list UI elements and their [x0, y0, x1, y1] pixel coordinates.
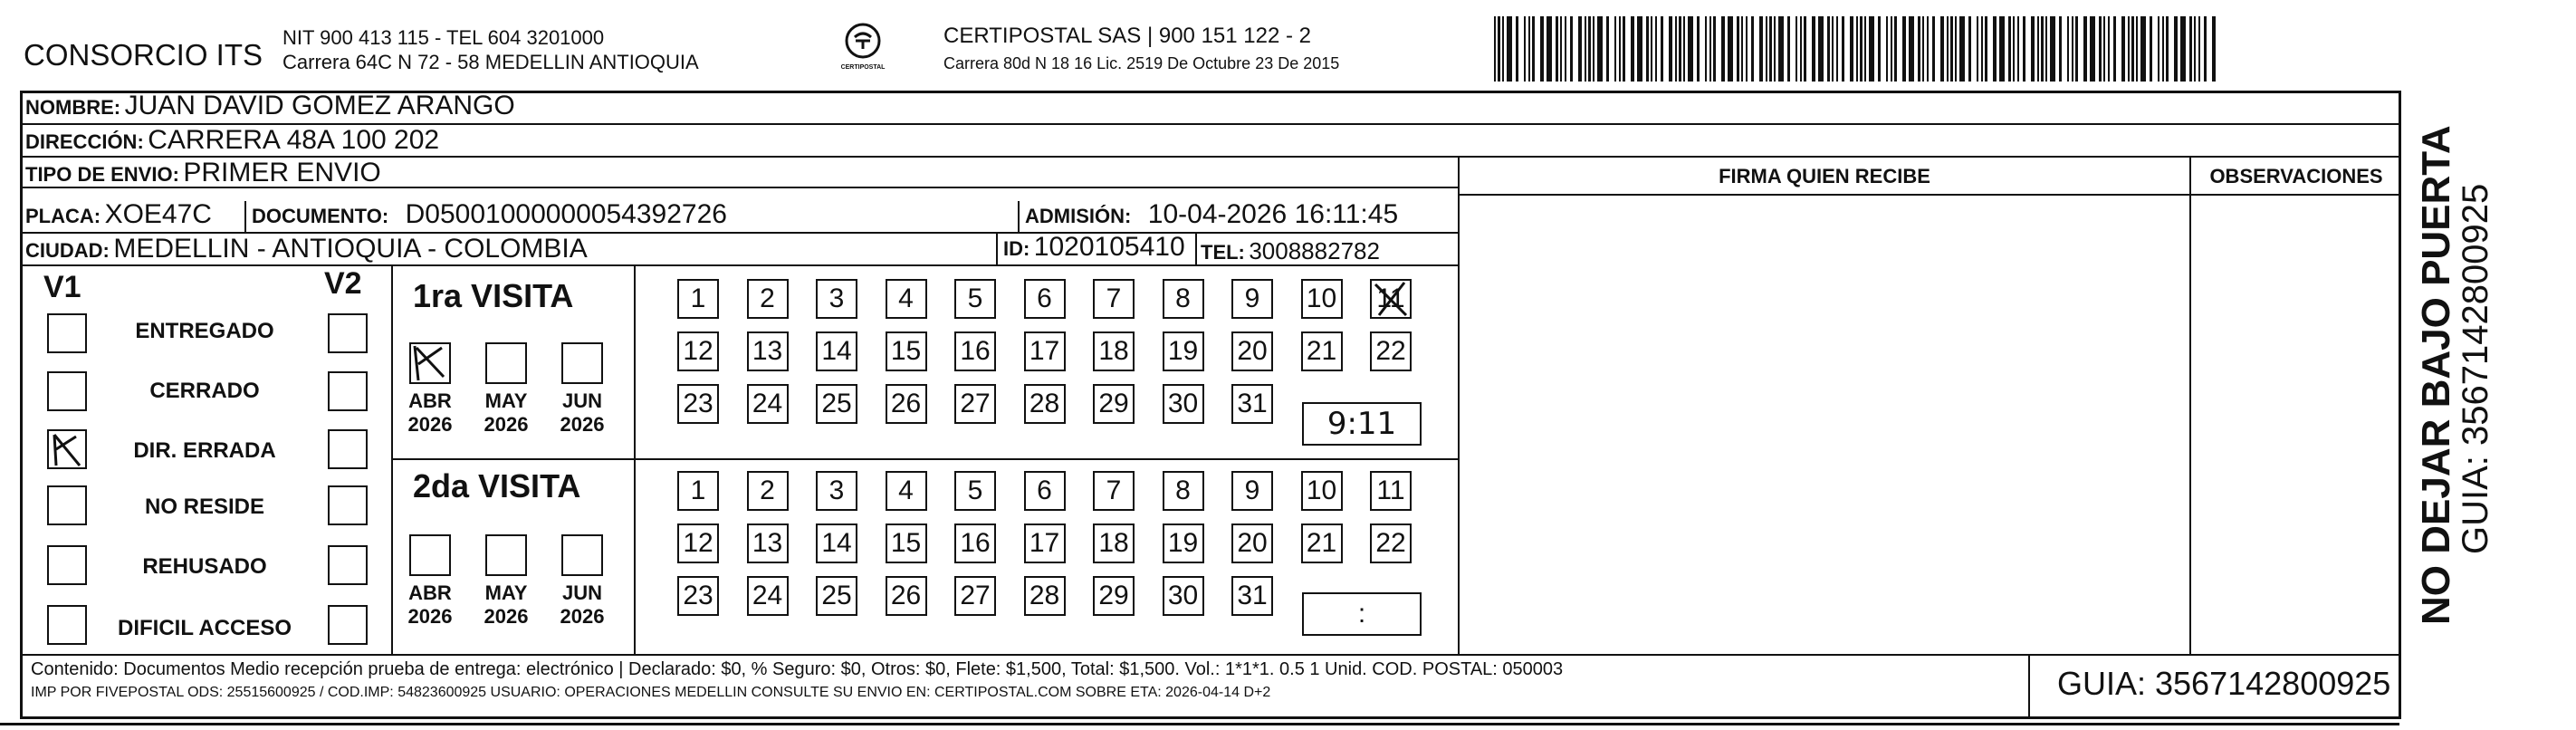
barcode-bar [1800, 16, 1802, 82]
barcode-bar [1585, 16, 1586, 82]
barcode-bar [1614, 16, 1616, 82]
visit1-day-16[interactable]: 16 [954, 331, 996, 371]
barcode-bar [1827, 16, 1830, 82]
id-label: ID: [1003, 237, 1030, 260]
barcode-bar [1565, 16, 1566, 82]
certipostal-address: Carrera 80d N 18 16 Lic. 2519 De Octubre 23 De 2015 [943, 54, 1340, 72]
visit2-day-10[interactable]: 10 [1301, 471, 1343, 511]
tipo-envio-field [25, 158, 381, 188]
documento-field [252, 199, 727, 230]
visit1-day-30[interactable]: 30 [1163, 384, 1204, 424]
visit2-day-4[interactable]: 4 [886, 471, 927, 511]
barcode-bar [1927, 16, 1929, 82]
tipo-envio-value: PRIMER ENVIO [183, 158, 381, 187]
barcode-bar [1850, 16, 1853, 82]
visit1-day-1[interactable]: 1 [677, 279, 719, 319]
visit2-day-21[interactable]: 21 [1301, 523, 1343, 563]
barcode-bar [1741, 16, 1743, 82]
certipostal-info [943, 24, 1339, 73]
ciudad-value: MEDELLIN - ANTIOQUIA - COLOMBIA [113, 234, 588, 264]
v2-checkbox-rehusado[interactable] [328, 545, 368, 585]
barcode-bar [1688, 16, 1693, 82]
barcode-bar [1528, 16, 1530, 82]
visit1-month-abr-box[interactable] [409, 342, 451, 384]
visit1-day-2[interactable]: 2 [747, 279, 789, 319]
visit1-day-9[interactable]: 9 [1231, 279, 1273, 319]
barcode-bar [1606, 16, 1609, 82]
barcode-bar [2031, 16, 2035, 82]
barcode-bar [1787, 16, 1790, 82]
check-mark-icon [49, 431, 85, 467]
visit2-day-28[interactable]: 28 [1024, 576, 1066, 616]
visit2-day-29[interactable]: 29 [1093, 576, 1135, 616]
company-nit-tel: NIT 900 413 115 - TEL 604 3201000 [282, 26, 605, 49]
barcode-bar [2067, 16, 2069, 82]
barcode-bar [1675, 16, 1677, 82]
direccion-value: CARRERA 48A 100 202 [148, 125, 440, 155]
visit1-day-8[interactable]: 8 [1163, 279, 1204, 319]
barcode-bar [1918, 16, 1920, 82]
barcode-bar [1532, 16, 1535, 82]
barcode-bar [2090, 16, 2095, 82]
barcode-bar [1947, 16, 1949, 82]
company-address: Carrera 64C N 72 - 58 MEDELLIN ANTIOQUIA [282, 51, 699, 73]
visit1-day-25[interactable]: 25 [816, 384, 857, 424]
barcode-bar [1593, 16, 1594, 82]
barcode-bar [2008, 16, 2011, 82]
barcode-bar [1588, 16, 1591, 82]
v1-checkbox-entregado[interactable] [47, 313, 87, 353]
status-label-rehusado: REHUSADO [142, 554, 267, 579]
barcode-bar [1894, 16, 1897, 82]
barcode-bar [1869, 16, 1874, 82]
visit1-time-box[interactable] [1302, 402, 1422, 446]
divider [1460, 194, 2401, 196]
visit1-day-14[interactable]: 14 [816, 331, 857, 371]
visit2-day-2[interactable]: 2 [747, 471, 789, 511]
barcode-bar [1560, 16, 1562, 82]
barcode-bar [1507, 16, 1512, 82]
barcode-bar [1494, 16, 1496, 82]
barcode-bar [1728, 16, 1733, 82]
barcode-bar [1524, 16, 1526, 82]
v2-header: V2 [324, 266, 362, 301]
barcode-bar [1556, 16, 1558, 82]
barcode-bar [1932, 16, 1935, 82]
barcode-bar [1623, 16, 1625, 82]
barcode-bar [2045, 16, 2047, 82]
visit2-day-11[interactable]: 11 [1370, 471, 1412, 511]
tipo-envio-label: TIPO DE ENVIO: [25, 163, 179, 186]
ciudad-field [25, 234, 588, 264]
visit2-day-15[interactable]: 15 [886, 523, 927, 563]
barcode-bar [2174, 16, 2178, 82]
barcode-bar [1985, 16, 1987, 82]
barcode-bar [2140, 16, 2146, 82]
divider [244, 201, 246, 234]
visit2-month-may-label: MAY 2026 [484, 581, 529, 628]
side-warning: NO DEJAR BAJO PUERTA [2414, 125, 2458, 625]
visit1-day-label: 11 [1376, 283, 1405, 313]
admision-value: 10-04-2026 16:11:45 [1147, 199, 1399, 229]
visit2-day-3[interactable]: 3 [816, 471, 857, 511]
v1-checkbox-rehusado[interactable] [47, 545, 87, 585]
visit2-day-13[interactable]: 13 [747, 523, 789, 563]
divider [391, 266, 393, 654]
barcode-bar [1968, 16, 1971, 82]
barcode-bar [2050, 16, 2055, 82]
divider [20, 654, 2401, 656]
firma-header: FIRMA QUIEN RECIBE [1719, 165, 1930, 187]
certipostal-logo [831, 22, 895, 71]
visit1-day-23[interactable]: 23 [677, 384, 719, 424]
visit2-day-20[interactable]: 20 [1231, 523, 1273, 563]
admision-field [1025, 199, 1398, 230]
logo-caption: CERTIPOSTAL [840, 64, 886, 71]
barcode-bar [1713, 16, 1716, 82]
visit2-day-18[interactable]: 18 [1093, 523, 1135, 563]
visit1-day-31[interactable]: 31 [1231, 384, 1273, 424]
barcode-bar [1812, 16, 1815, 82]
barcode-bar [2108, 16, 2110, 82]
ciudad-label: CIUDAD: [25, 239, 110, 262]
visit2-day-9[interactable]: 9 [1231, 471, 1273, 511]
certipostal-logo-icon [844, 22, 882, 60]
barcode-bar [1516, 16, 1518, 82]
barcode-bar [2072, 16, 2073, 82]
barcode-bar [1981, 16, 1983, 82]
barcode-bar [2180, 16, 2186, 82]
v1-checkbox-dir-errada[interactable] [47, 429, 87, 469]
barcode-bar [1940, 16, 1944, 82]
visit2-month-may-box[interactable] [485, 534, 527, 576]
visit2-day-14[interactable]: 14 [816, 523, 857, 563]
side-guia: GUIA: 3567142800925 [2456, 183, 2495, 554]
barcode-bar [1570, 16, 1573, 82]
barcode-bar [1766, 16, 1767, 82]
barcode-bar [1842, 16, 1844, 82]
barcode-bar [2037, 16, 2039, 82]
barcode-bar [1697, 16, 1700, 82]
nombre-value: JUAN DAVID GOMEZ ARANGO [124, 91, 515, 120]
visit1-day-29[interactable]: 29 [1093, 384, 1135, 424]
visit1-month-may-box[interactable] [485, 342, 527, 384]
barcode-bar [1655, 16, 1657, 82]
visit1-day-21[interactable]: 21 [1301, 331, 1343, 371]
observaciones-header: OBSERVACIONES [2209, 165, 2383, 187]
visit1-day-19[interactable]: 19 [1163, 331, 1204, 371]
barcode-bar [1578, 16, 1582, 82]
v2-checkbox-dir-errada[interactable] [328, 429, 368, 469]
status-label-no-reside: NO RESIDE [144, 495, 265, 519]
visit1-day-3[interactable]: 3 [816, 279, 857, 319]
divider [1458, 156, 1460, 654]
barcode-bar [1619, 16, 1621, 82]
visit2-day-7[interactable]: 7 [1093, 471, 1135, 511]
id-value: 1020105410 [1033, 232, 1185, 262]
visit1-day-27[interactable]: 27 [954, 384, 996, 424]
barcode-bar [1498, 16, 1500, 82]
barcode-bar [2166, 16, 2169, 82]
visit1-day-11[interactable] [1370, 279, 1412, 319]
barcode-bar [1832, 16, 1834, 82]
barcode-bar [2113, 16, 2116, 82]
visit1-month-abr-label: ABR 2026 [407, 389, 453, 436]
visit2-day-8[interactable]: 8 [1163, 471, 1204, 511]
visit2-month-abr-box[interactable] [409, 534, 451, 576]
tel-value: 3008882782 [1249, 237, 1380, 264]
check-mark-icon [411, 344, 449, 382]
visit2-day-27[interactable]: 27 [954, 576, 996, 616]
admision-label: ADMISIÓN: [1025, 205, 1132, 227]
nombre-label: NOMBRE: [25, 96, 121, 119]
bottom-rule [0, 723, 2399, 725]
barcode-bar [1759, 16, 1763, 82]
barcode-bar [1746, 16, 1748, 82]
barcode-bar [1804, 16, 1806, 82]
visit2-day-25[interactable]: 25 [816, 576, 857, 616]
barcode-bar [1737, 16, 1739, 82]
barcode-bar [2017, 16, 2019, 82]
v2-checkbox-dificil-acceso[interactable] [328, 605, 368, 645]
visit2-day-24[interactable]: 24 [747, 576, 789, 616]
visit1-day-17[interactable]: 17 [1024, 331, 1066, 371]
barcode-bar [1679, 16, 1681, 82]
visit1-day-26[interactable]: 26 [886, 384, 927, 424]
visit2-day-30[interactable]: 30 [1163, 576, 1204, 616]
visit1-day-20[interactable]: 20 [1231, 331, 1273, 371]
barcode-bar [2023, 16, 2025, 82]
visit1-day-6[interactable]: 6 [1024, 279, 1066, 319]
barcode-bar [1651, 16, 1652, 82]
barcode-bar [1959, 16, 1965, 82]
barcode-bar [1547, 16, 1552, 82]
barcode-bar [1993, 16, 1997, 82]
visit1-day-13[interactable]: 13 [747, 331, 789, 371]
barcode-bar [1856, 16, 1858, 82]
certipostal-name: CERTIPOSTAL SAS | 900 151 122 - 2 [943, 24, 1311, 48]
visit2-day-12[interactable]: 12 [677, 523, 719, 563]
barcode-bar [1637, 16, 1642, 82]
visit1-day-4[interactable]: 4 [886, 279, 927, 319]
barcode-bar [1902, 16, 1906, 82]
barcode-bar [2013, 16, 2015, 82]
visit1-day-18[interactable]: 18 [1093, 331, 1135, 371]
visit1-day-24[interactable]: 24 [747, 384, 789, 424]
visit1-month-jun-label: JUN 2026 [560, 389, 605, 436]
visit1-month-jun-box[interactable] [561, 342, 603, 384]
visit1-time: 9:11 [1326, 406, 1397, 442]
visit1-day-22[interactable]: 22 [1370, 331, 1412, 371]
barcode-bar [1709, 16, 1711, 82]
barcode-bar [1950, 16, 1953, 82]
visit2-time: : [1357, 599, 1366, 629]
visit1-day-15[interactable]: 15 [886, 331, 927, 371]
divider [996, 234, 998, 266]
barcode-bar [2158, 16, 2159, 82]
barcode-bar [1922, 16, 1924, 82]
visit1-title: 1ra VISITA [413, 277, 574, 314]
v2-checkbox-cerrado[interactable] [328, 371, 368, 411]
visit2-day-16[interactable]: 16 [954, 523, 996, 563]
visit2-day-5[interactable]: 5 [954, 471, 996, 511]
barcode-bar [1878, 16, 1881, 82]
barcode-bar [1751, 16, 1754, 82]
visit1-month-may-label: MAY 2026 [484, 389, 529, 436]
visit2-day-19[interactable]: 19 [1163, 523, 1204, 563]
status-label-entregado: ENTREGADO [135, 319, 274, 343]
barcode-bar [2121, 16, 2125, 82]
direccion-field [25, 125, 439, 156]
id-field [1003, 232, 1185, 263]
barcode-bar [1796, 16, 1797, 82]
check-mark-icon [1370, 279, 1412, 319]
barcode-bar [2083, 16, 2087, 82]
placa-value: XOE47C [104, 199, 212, 229]
placa-field [25, 199, 212, 230]
barcode-bar [1891, 16, 1892, 82]
barcode-bar [2204, 16, 2207, 82]
visit1-day-12[interactable]: 12 [677, 331, 719, 371]
barcode-bar [1860, 16, 1863, 82]
barcode-bar [2059, 16, 2062, 82]
visit2-time-box[interactable] [1302, 592, 1422, 636]
v2-checkbox-no-reside[interactable] [328, 485, 368, 525]
barcode-bar [1778, 16, 1784, 82]
barcode-bar [2131, 16, 2134, 82]
visit1-day-10[interactable]: 10 [1301, 279, 1343, 319]
barcode-bar [1836, 16, 1838, 82]
status-label-cerrado: CERRADO [149, 379, 260, 403]
barcode-bar [2189, 16, 2192, 82]
visit1-day-5[interactable]: 5 [954, 279, 996, 319]
barcode-bar [1886, 16, 1888, 82]
barcode [1494, 16, 2218, 82]
barcode-bar [2162, 16, 2164, 82]
barcode-bar [2136, 16, 2138, 82]
barcode-bar [1631, 16, 1634, 82]
visit2-day-22[interactable]: 22 [1370, 523, 1412, 563]
direccion-label: DIRECCIÓN: [25, 130, 144, 153]
v1-header: V1 [43, 270, 81, 304]
nombre-field [25, 91, 515, 121]
barcode-bar [1646, 16, 1649, 82]
divider [1018, 201, 1020, 234]
barcode-bar [2194, 16, 2196, 82]
barcode-bar [1502, 16, 1504, 82]
barcode-bar [1683, 16, 1685, 82]
documento-label: DOCUMENTO: [252, 205, 389, 227]
barcode-bar [1977, 16, 1978, 82]
divider [391, 458, 1460, 460]
v1-checkbox-dificil-acceso[interactable] [47, 605, 87, 645]
footer-imp-line: IMP POR FIVEPOSTAL ODS: 25515600925 / COD.IMP: 54823600925 USUARIO: OPERACIONES MEDELLIN CONSULTE SU ENVIO EN: CERTIPOSTAL.COM SOBRE ETA: 2026-04-14 D+2 [31, 685, 1271, 700]
barcode-bar [1661, 16, 1663, 82]
visit2-month-jun-box[interactable] [561, 534, 603, 576]
barcode-bar [2075, 16, 2078, 82]
barcode-bar [2103, 16, 2105, 82]
barcode-bar [1721, 16, 1725, 82]
status-label-dir-errada: DIR. ERRADA [133, 438, 276, 463]
barcode-bar [1864, 16, 1866, 82]
visit2-day-6[interactable]: 6 [1024, 471, 1066, 511]
barcode-bar [1818, 16, 1824, 82]
company-info [282, 25, 699, 74]
placa-label: PLACA: [25, 205, 101, 227]
documento-value: D05001000000054392726 [405, 199, 727, 229]
visit2-month-jun-label: JUN 2026 [560, 581, 605, 628]
barcode-bar [1769, 16, 1772, 82]
visit2-title: 2da VISITA [413, 467, 581, 504]
divider [1195, 234, 1197, 266]
barcode-bar [2128, 16, 2130, 82]
barcode-bar [2212, 16, 2216, 82]
footer-guia: GUIA: 3567142800925 [2057, 665, 2391, 702]
barcode-bar [2041, 16, 2044, 82]
barcode-bar [1669, 16, 1672, 82]
visit1-day-28[interactable]: 28 [1024, 384, 1066, 424]
barcode-bar [1774, 16, 1776, 82]
barcode-bar [2198, 16, 2200, 82]
v1-checkbox-no-reside[interactable] [47, 485, 87, 525]
visit2-day-23[interactable]: 23 [677, 576, 719, 616]
tel-field [1201, 237, 1380, 265]
barcode-bar [1597, 16, 1603, 82]
barcode-bar [1999, 16, 2005, 82]
barcode-bar [2099, 16, 2102, 82]
status-label-dificil-acceso: DIFICIL ACCESO [117, 616, 292, 640]
tel-label: TEL: [1201, 241, 1245, 264]
visit2-month-abr-label: ABR 2026 [407, 581, 453, 628]
barcode-bar [1705, 16, 1707, 82]
barcode-bar [1540, 16, 1544, 82]
divider [2189, 156, 2191, 654]
footer-content-line: Contenido: Documentos Medio recepción prueba de entrega: electrónico | Declarado: $0, % Seguro: $0, Otros: $0, Flete: $1,500, Total: $1,500. Vol.: 1*1*1. 0.5 1 Unid. COD. POSTAL: 050003 [31, 659, 1564, 679]
visit2-day-31[interactable]: 31 [1231, 576, 1273, 616]
visit2-day-26[interactable]: 26 [886, 576, 927, 616]
company-name: CONSORCIO ITS [24, 38, 263, 72]
barcode-bar [2150, 16, 2152, 82]
visit2-day-1[interactable]: 1 [677, 471, 719, 511]
divider [2028, 654, 2030, 719]
barcode-bar [1955, 16, 1957, 82]
visit1-day-7[interactable]: 7 [1093, 279, 1135, 319]
divider [634, 266, 636, 654]
v1-checkbox-cerrado[interactable] [47, 371, 87, 411]
v2-checkbox-entregado[interactable] [328, 313, 368, 353]
visit2-day-17[interactable]: 17 [1024, 523, 1066, 563]
barcode-bar [1909, 16, 1914, 82]
